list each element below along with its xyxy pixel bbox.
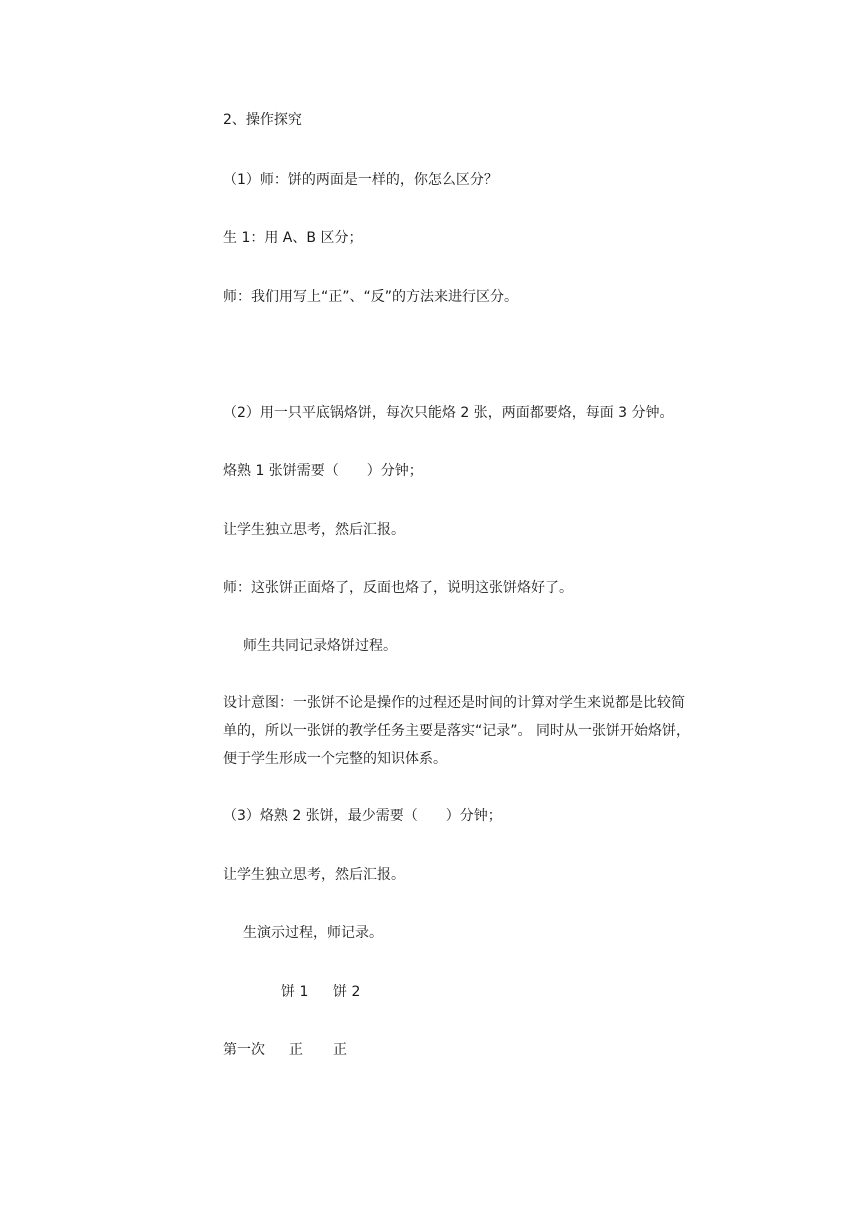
- record-note: 师生共同记录烙饼过程。: [243, 638, 397, 654]
- question-2-blank: 烙熟 1 张饼需要（ ）分钟；: [223, 463, 423, 479]
- teacher-remark-2: 师：这张饼正面烙了，反面也烙了，说明这张饼烙好了。: [223, 580, 573, 596]
- table-header-cell: 饼 2: [333, 984, 361, 1000]
- design-intent-paragraph: [223, 689, 728, 773]
- instruction-think-1: 让学生独立思考，然后汇报。: [223, 522, 405, 538]
- table-cell: 正: [333, 1042, 347, 1058]
- question-1: （1）师：饼的两面是一样的，你怎么区分？: [223, 172, 498, 188]
- table-row-label: 第一次: [223, 1042, 265, 1058]
- table-row: [223, 1040, 423, 1060]
- teacher-remark-1: 师：我们用写上“正”、“反”的方法来进行区分。: [223, 289, 519, 305]
- instruction-think-2: 让学生独立思考，然后汇报。: [223, 867, 405, 883]
- table-cell: 正: [289, 1042, 303, 1058]
- design-intent-line-2: 单的，所以一张饼的教学任务主要是落实“记录”。 同时从一张饼开始烙饼，: [223, 723, 690, 739]
- section-heading: 2、操作探究: [223, 112, 302, 128]
- design-intent-line-1: 设计意图：一张饼不论是操作的过程还是时间的计算对学生来说都是比较简: [223, 695, 685, 711]
- question-2: （2）用一只平底锅烙饼，每次只能烙 2 张，两面都要烙，每面 3 分钟。: [223, 405, 674, 421]
- student-answer-1: 生 1：用 A、B 区分；: [223, 230, 363, 246]
- table-header-row: [223, 982, 423, 1002]
- demo-note: 生演示过程，师记录。: [243, 925, 383, 941]
- table-header-cell: 饼 1: [281, 984, 309, 1000]
- design-intent-line-3: 便于学生形成一个完整的知识体系。: [223, 751, 447, 767]
- question-3: （3）烙熟 2 张饼，最少需要（ ）分钟；: [223, 808, 502, 824]
